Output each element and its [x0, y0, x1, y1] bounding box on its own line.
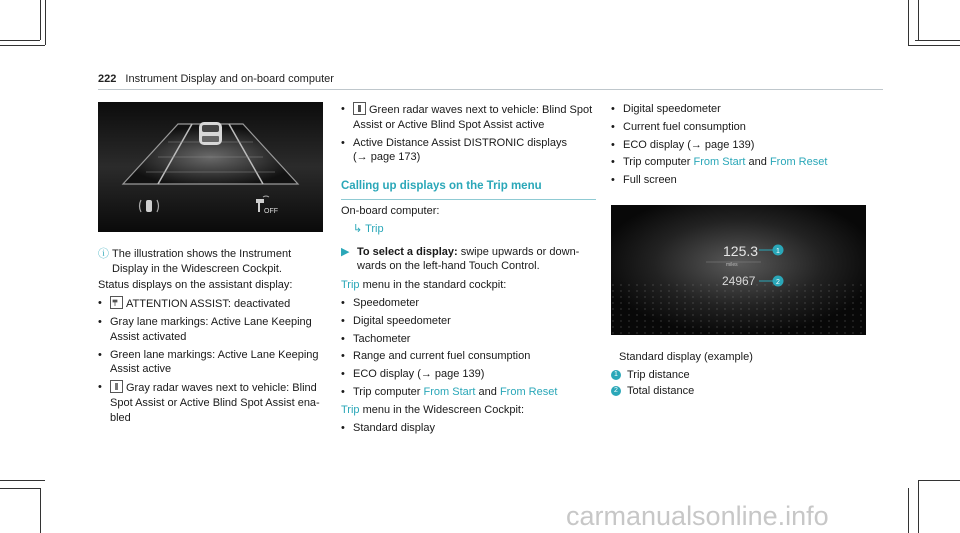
- list-item: • Digital speedometer: [611, 102, 883, 117]
- crop-mark: [40, 0, 41, 40]
- list-item: • Full screen: [611, 173, 883, 188]
- list-item: • Green lane markings: Active Lane Keeping Assist active: [98, 348, 323, 378]
- list-item: • ECO display (→ page 139): [611, 138, 883, 153]
- crop-mark: [918, 0, 919, 40]
- list-item: • ATTENTION ASSIST: deactivated: [98, 296, 323, 312]
- total-distance-value: 24967: [722, 273, 756, 288]
- attention-off-label: OFF: [264, 208, 278, 215]
- list-item: • Active Distance Assist DISTRONIC displays (→ page 173): [341, 136, 596, 166]
- crop-mark: [0, 480, 45, 481]
- list-item: • Tachometer: [341, 332, 596, 347]
- assistant-display-figure: [98, 102, 323, 232]
- column-left: [98, 102, 323, 429]
- instruction-step: ▶ To select a display: swipe upwards or down-wards on the left-hand Touch Control.: [341, 245, 580, 273]
- menu-path: ↳ Trip: [353, 222, 384, 235]
- standard-intro: Trip menu in the standard cockpit:: [341, 279, 507, 292]
- note-text: The illustration shows the Instrument Display in the Widescreen Cockpit.: [112, 247, 292, 275]
- distance-unit: miles: [726, 261, 738, 268]
- legend-item: 1 Trip distance: [611, 368, 883, 383]
- list-item: • Trip computer From Start and From Reset: [611, 155, 883, 170]
- header-divider: [98, 89, 883, 90]
- onboard-label: On-board computer:: [341, 204, 440, 217]
- page-reference: (→ page 173): [353, 151, 421, 164]
- info-note: [98, 247, 323, 277]
- page-number: 222: [98, 73, 117, 85]
- widescreen-intro: Trip menu in the Widescreen Cockpit:: [341, 403, 525, 416]
- radar-waves-gray-icon: [110, 380, 123, 393]
- info-icon: ⓘ: [98, 247, 109, 260]
- page-title: Instrument Display and on-board computer: [125, 73, 334, 85]
- section-heading: Calling up displays on the Trip menu: [341, 179, 596, 200]
- crop-mark: [915, 40, 960, 41]
- status-intro: Status displays on the assistant display:: [98, 279, 293, 292]
- list-item: • Gray radar waves next to vehicle: Blind Spot Assist or Active Blind Spot Assist ena-bled: [98, 380, 323, 425]
- svg-text:2: 2: [776, 278, 780, 286]
- crop-mark: [0, 488, 40, 489]
- list-item: • Speedometer: [341, 296, 596, 311]
- crop-mark: [0, 45, 45, 46]
- step-arrow-icon: ▶: [341, 245, 350, 258]
- page-header: [98, 73, 334, 85]
- column-middle: [341, 102, 596, 438]
- crop-mark: [918, 480, 919, 533]
- crop-mark: [0, 40, 40, 41]
- list-item: • Standard display: [341, 421, 596, 436]
- watermark: carmanualsonline.info: [566, 501, 829, 531]
- list-item: • Gray lane markings: Active Lane Keeping Assist activated: [98, 315, 323, 345]
- list-item: • Range and current fuel consumption: [341, 349, 596, 364]
- attention-assist-off-icon: [110, 296, 123, 309]
- crop-mark: [45, 0, 46, 45]
- crop-mark: [908, 45, 960, 46]
- list-item: • Digital speedometer: [341, 314, 596, 329]
- list-item: • Current fuel consumption: [611, 120, 883, 135]
- list-item: • Green radar waves next to vehicle: Blind Spot Assist or Active Blind Spot Assist active: [341, 102, 596, 133]
- figure-caption: Standard display (example): [619, 350, 753, 363]
- trip-display-figure: [611, 205, 866, 335]
- crop-mark: [918, 480, 960, 481]
- radar-waves-green-icon: [353, 102, 366, 115]
- vehicle-icon: [199, 122, 222, 145]
- svg-text:1: 1: [776, 247, 780, 255]
- list-item: • Trip computer From Start and From Reset: [341, 385, 596, 400]
- menu-arrow-icon: ↳: [353, 222, 363, 235]
- crop-mark: [908, 488, 909, 533]
- column-right: [611, 102, 883, 401]
- crop-mark: [40, 488, 41, 533]
- trip-distance-value: 125.3: [723, 242, 759, 259]
- legend-item: 2 Total distance: [611, 384, 883, 399]
- crop-mark: [908, 0, 909, 45]
- list-item: • ECO display (→ page 139): [341, 367, 596, 382]
